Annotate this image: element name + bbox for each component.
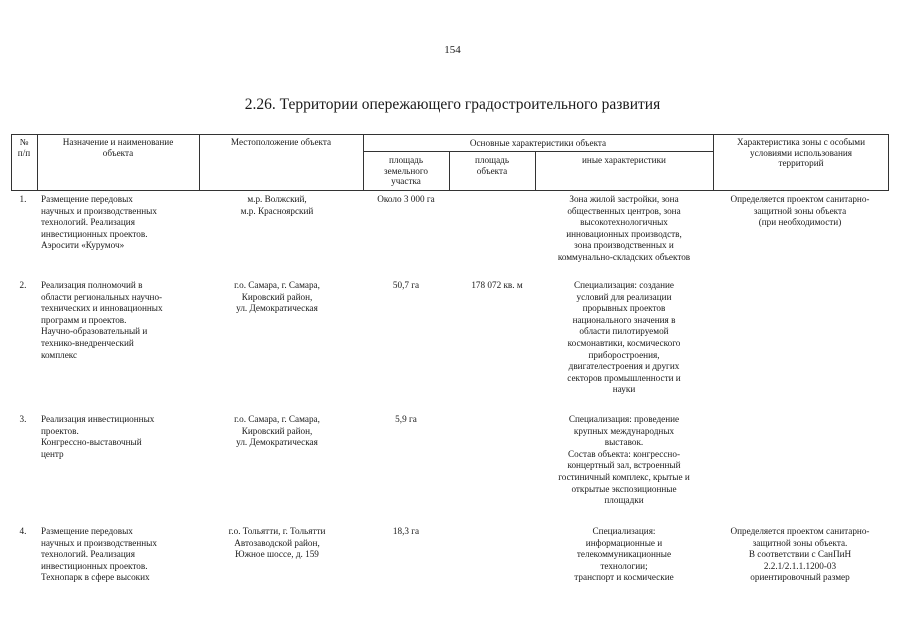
row-location: м.р. Волжский, м.р. Красноярский (240, 194, 314, 216)
header-location: Местоположение объекта (230, 137, 332, 147)
header-land-area: площадь земельного участка (383, 155, 429, 186)
header-zone: Характеристика зоны с особыми условиями использования территорий (736, 137, 866, 168)
row-other-characteristics: Специализация: информационные и телекоммуникационные технологии; транспорт и космические (574, 526, 674, 583)
row-land-area: 5,9 га (395, 414, 417, 424)
row-name: Размещение передовых научных и производственных технологий. Реализация инвестиционных проектов. Технопарк в сфере высоких (41, 526, 157, 583)
row-zone: Определяется проектом санитарно- защитной зоны объекта. В соответствии с СанПиН 2.2.1/2.1.1.1200-03 ориентировочный размер (730, 526, 870, 583)
row-land-area: 18,3 га (392, 526, 420, 536)
row-name: Размещение передовых научных и производственных технологий. Реализация инвестиционных проектов. Аэросити «Курумоч» (41, 194, 157, 251)
row-location: г.о. Самара, г. Самара, Кировский район, ул. Демократическая (234, 280, 320, 314)
row-other-characteristics: Зона жилой застройки, зона общественных центров, зона высокотехнологичных инновационных производств, зона производственных и коммунально-складских объектов (557, 194, 691, 262)
header-main-characteristics: Основные характеристики объекта (469, 138, 607, 148)
row-number: 4. (19, 526, 27, 536)
row-number: 2. (19, 280, 27, 290)
row-location: г.о. Самара, г. Самара, Кировский район, ул. Демократическая (234, 414, 320, 448)
row-name: Реализация полномочий в области региональных научно- технических и инновационных программ и проектов. Научно-образовательный и технико-внедренческий комплекс (41, 280, 163, 360)
header-num: № п/п (17, 137, 31, 158)
table-header (11, 134, 889, 190)
row-other-characteristics: Специализация: проведение крупных международных выставок. Состав объекта: конгрессно- концертный зал, встроенный гостиничный комплекс, крытые и открытые экспозиционные площадки (558, 414, 690, 506)
row-object-area: 178 072 кв. м (471, 280, 523, 290)
row-other-characteristics: Специализация: создание условий для реализации прорывных проектов национального значения в области пилотируемой космонавтики, космического приборостроения, двигателестроения и других секторов промышленности и науки (567, 280, 681, 395)
row-number: 1. (19, 194, 27, 204)
header-name: Назначение и наименование объекта (62, 137, 174, 158)
page-title: 2.26. Территории опережающего градостроительного развития (244, 96, 661, 113)
row-number: 3. (19, 414, 27, 424)
row-land-area: 50,7 га (392, 280, 420, 290)
page-number: 154 (444, 44, 461, 56)
row-location: г.о. Тольятти, г. Тольятти Автозаводской район, Южное шоссе, д. 159 (228, 526, 326, 560)
header-other-characteristics: иные характеристики (582, 155, 666, 165)
header-object-area: площадь объекта (474, 155, 510, 176)
row-land-area: Около 3 000 га (377, 194, 435, 204)
row-zone: Определяется проектом санитарно- защитной зоны объекта (при необходимости) (730, 194, 870, 228)
row-name: Реализация инвестиционных проектов. Конгрессно-выставочный центр (41, 414, 155, 459)
